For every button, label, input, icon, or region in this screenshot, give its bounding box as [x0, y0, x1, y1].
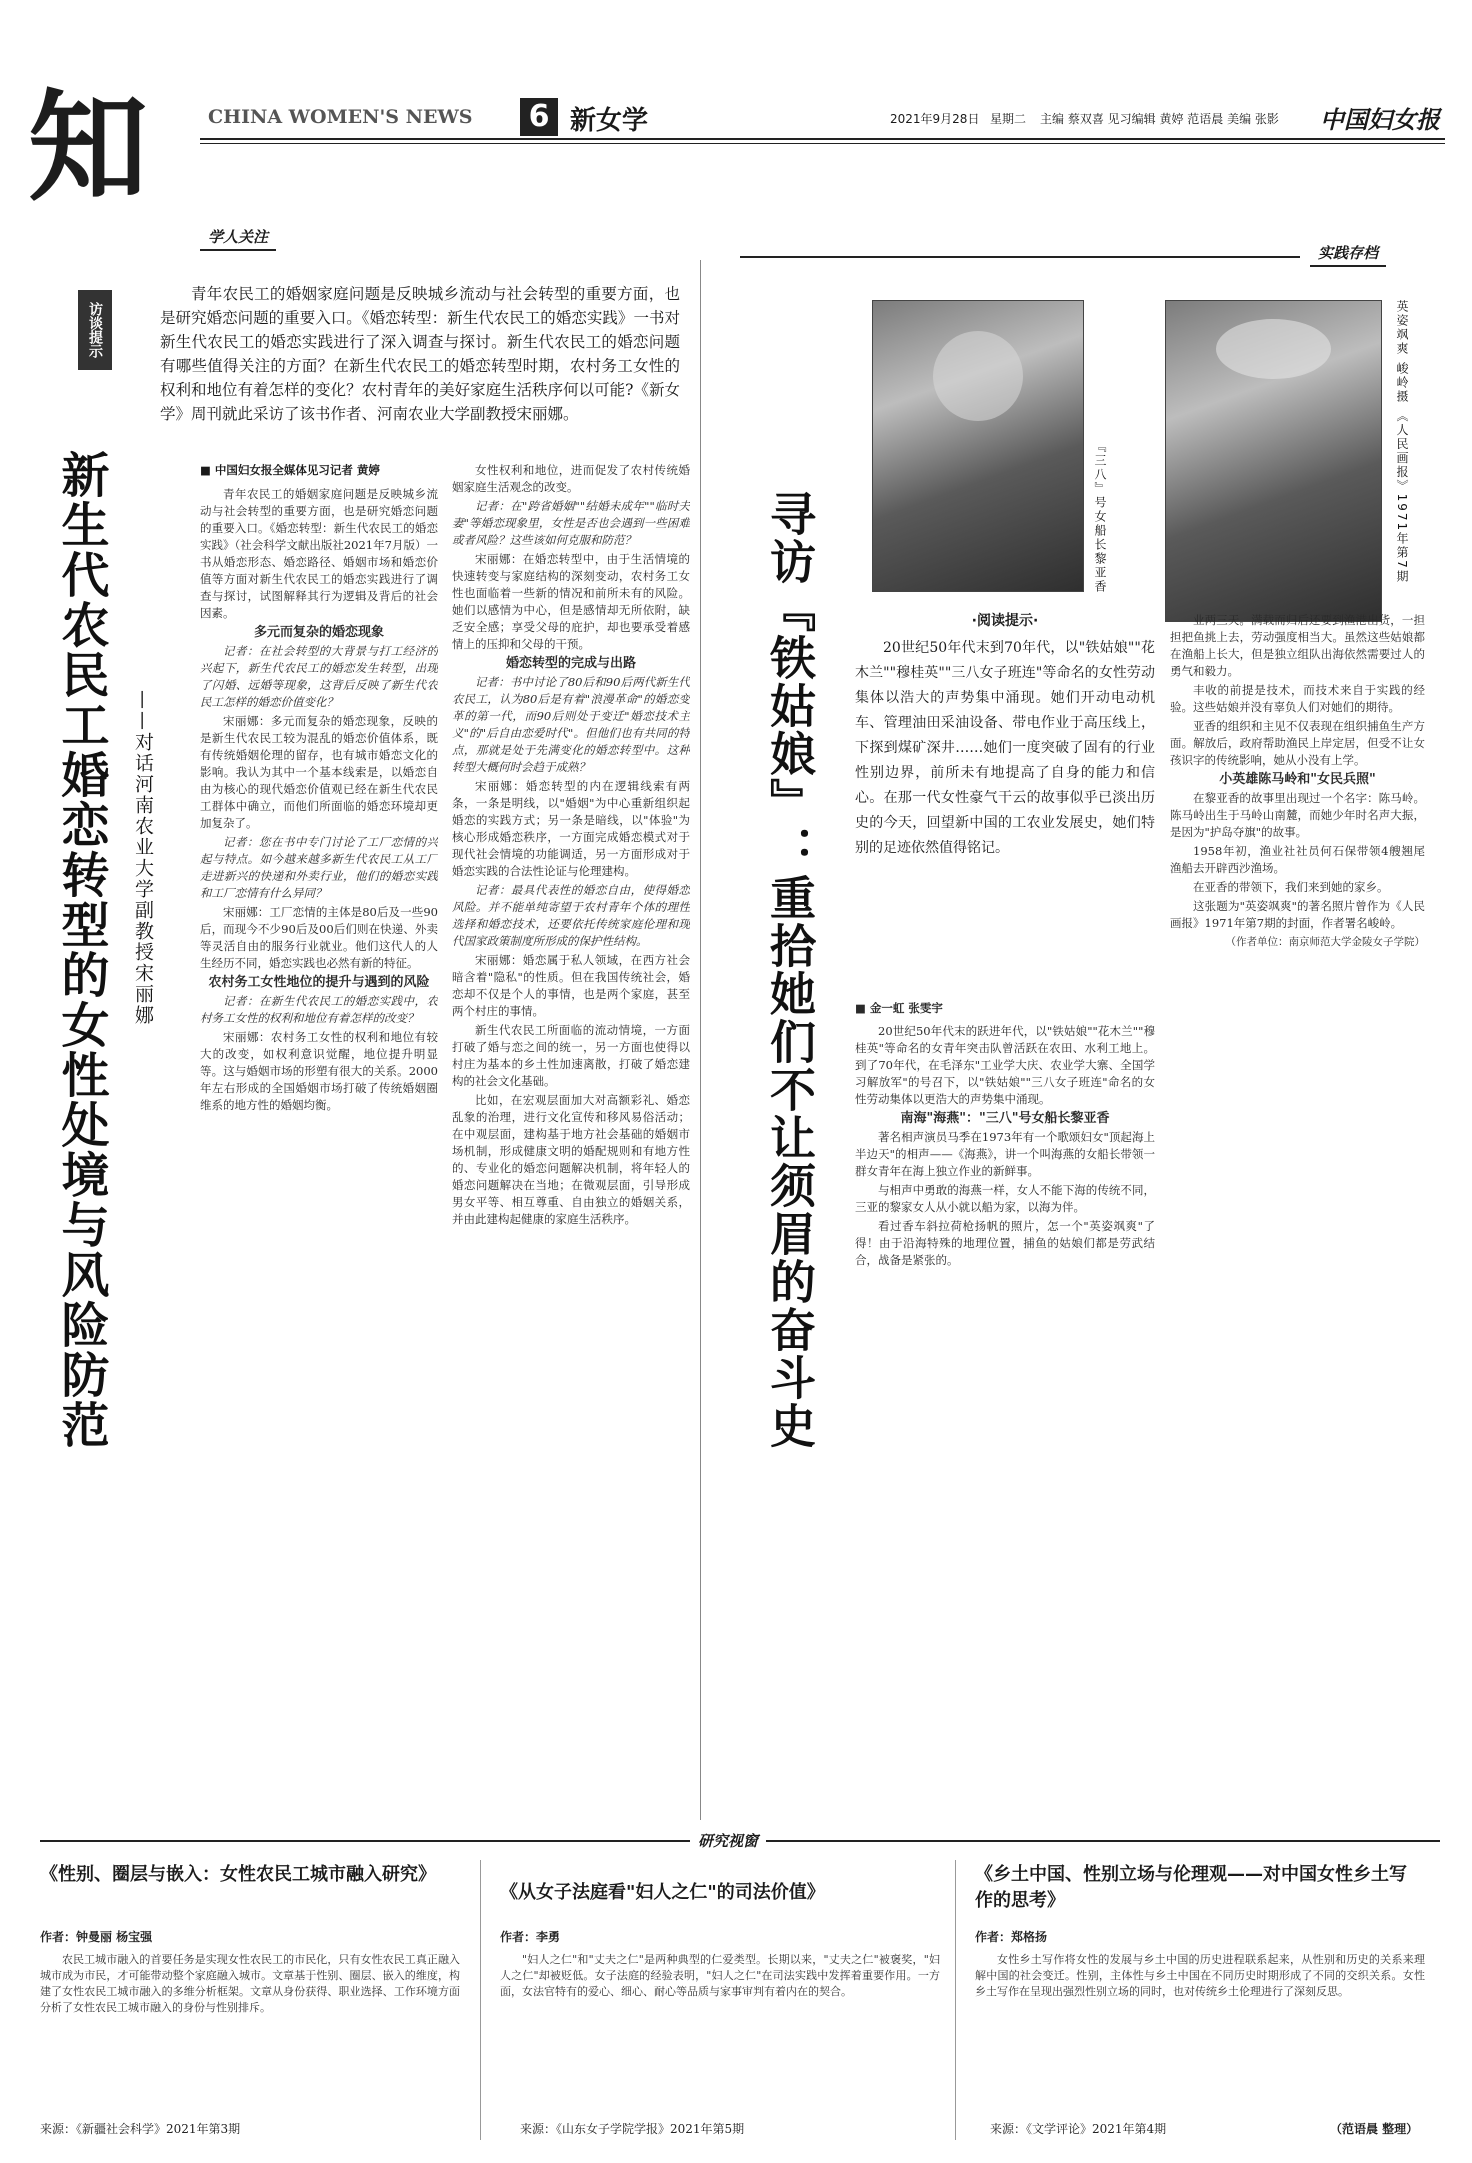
book2-source: 来源：《山东女子学院学报》2021年第5期 — [520, 2122, 745, 2136]
left-column-2 — [452, 462, 690, 1812]
book1-source: 来源：《新疆社会科学》2021年第3期 — [40, 2122, 241, 2136]
page-number: 6 — [520, 98, 558, 136]
right-c2-para: 1958年初，渔业社社员何石保带领4艘翘尾渔船去开辟西沙渔场。 — [1170, 844, 1425, 875]
photo-figure — [1216, 319, 1331, 379]
left-c2-question: 记者：书中讨论了80后和90后两代新生代农民工，认为80后是有着"浪漫革命"的婚恋变革的第一代，而90后则处于变迁"婚恋技术主义"的"后自由恋爱时代"。但他们也有共同的特点，那就是处于先满变化的婚恋转型中。这种转型大概何时会趋于成熟？ — [452, 675, 690, 774]
photo-militia-woman — [1165, 300, 1382, 622]
left-right-divider — [700, 260, 701, 1820]
left-intro: 青年农民工的婚姻家庭问题是反映城乡流动与社会转型的重要方面，也是研究婚恋问题的重要入口。《婚恋转型：新生代农民工的婚恋实践》一书对新生代农民工的婚恋实践进行了深入调查与探讨。新生代农民工的婚恋问题有哪些值得关注的方面？在新生代农民工的婚恋转型时期，农村务工女性的权利和地位有着怎样的变化？农村青年的美好家庭生活秩序何以可能?《新女学》周刊就此采访了该书作者、河南农业大学副教授宋丽娜。 — [160, 285, 680, 423]
left-c1-subhead: 农村务工女性地位的提升与遇到的风险 — [208, 975, 430, 990]
left-c2-question: 记者：最具代表性的婚恋自由，使得婚恋风险。并不能单纯寄望于农村青年个体的理性选择和婚恋技术，还要依托传统家庭伦理和现代国家政策制度所形成的保护性结构。 — [452, 883, 690, 948]
book1-body: 农民工城市融入的首要任务是实现女性农民工的市民化，只有女性农民工真正融入城市成为市民，才可能带动整个家庭融入城市。文章基于性别、圈层、嵌入的维度，构建了女性农民工城市融入的多维分析框架。文章从身份获得、职业选择、工作环境方面分析了女性农民工城市融入的身份与性别排斥。 — [40, 1953, 460, 2014]
left-column-1 — [200, 486, 438, 1816]
left-c1-answer: 宋丽娜：农村务工女性的权利和地位有较大的改变，如权利意识觉醒，地位提升明显等。这与婚姻市场的形塑有很大的关系。2000年左右形成的全国婚姻市场打破了传统婚姻圈维系的地方性的婚姻均衡。 — [200, 1030, 438, 1112]
right-c2-para: 在亚香的带领下，我们来到她的家乡。 — [1193, 880, 1389, 894]
right-c1-subhead: 南海"海燕"："三八"号女船长黎亚香 — [900, 1111, 1110, 1126]
masthead-rule-thin — [200, 143, 1445, 144]
paper-name-cn: 中国妇女报 — [1320, 105, 1440, 134]
left-c2-subhead: 婚恋转型的完成与出路 — [505, 656, 636, 671]
column-tag-research: 研究视窗 — [690, 1828, 766, 1853]
right-column-1 — [855, 1000, 1155, 1820]
left-subheadline: ——对话河南农业大学副教授宋丽娜 — [132, 690, 154, 1026]
reading-tip-text: 20世纪50年代末到70年代，以"铁姑娘""花木兰""穆桂英""三八女子班连"等命名的女性劳动集体以浩大的声势集中涌现。她们开动电动机车、管理油田采油设备、带电作业于高压线上，下探到煤矿深井……她们一度突破了固有的行业性别边界，前所未有地提高了自身的能力和信心。在那一代女性豪气干云的故事似乎已淡出历史的今天，回望新中国的工农业发展史，她们特别的足迹依然值得铭记。 — [855, 640, 1155, 856]
tip-label — [78, 290, 112, 370]
right-c2-para: 业两三天。满载而归后还要到渔港出货，一担担把鱼挑上去，劳动强度相当大。虽然这些姑娘都在渔船上长大，但是独立组队出海依然需要过人的勇气和毅力。 — [1170, 613, 1425, 678]
photo2-caption: 英姿飒爽 峻岭摄 《人民画报》1971年第7期 — [1395, 300, 1409, 584]
left-c2-para: 比如，在宏观层面加大对高额彩礼、婚恋乱象的治理，进行文化宣传和移风易俗活动；在中观层面，建构基于地方社会基础的婚姻市场机制，形成健康文明的婚配规则和有地方性的、专业化的婚恋问题解决机制，将年轻人的婚恋问题解决在当地；在微观层面，引导形成男女平等、相互尊重、自由独立的婚姻关系，并由此建构起健康的家庭生活秩序。 — [452, 1093, 690, 1226]
photo1-caption: 『三八』号女船长黎亚香 — [1093, 440, 1107, 594]
book1-author: 作者：钟曼丽 杨宝强 — [40, 1930, 153, 1944]
section-big-char: 知 — [28, 77, 148, 218]
left-c1-question: 记者：在社会转型的大背景与打工经济的兴起下，新生代农民工的婚恋发生转型，出现了闪婚、远婚等现象，这背后反映了新生代农民工怎样的婚恋价值变化？ — [200, 644, 438, 709]
book3-body: 女性乡土写作将女性的发展与乡土中国的历史进程联系起来，从性别和历史的关系来理解中国的社会变迁。性别，主体性与乡土中国在不同历史时期形成了不同的交织关系。女性乡土写作在呈现出强烈性别立场的同时，也对传统乡土伦理进行了深刻反思。 — [975, 1953, 1425, 1998]
right-c1-para: 著名相声演员马季在1973年有一个歌颂妇女"顶起海上半边天"的相声——《海燕》，讲一个叫海燕的女船长带领一群女青年在海上独立作业的新鲜事。 — [855, 1130, 1155, 1178]
right-byline: ■ 金一虹 张雯宇 — [855, 1001, 943, 1015]
left-c1-question: 记者：在新生代农民工的婚恋实践中，农村务工女性的权利和地位有着怎样的改变？ — [200, 994, 438, 1025]
book2-body: "妇人之仁"和"丈夫之仁"是两种典型的仁爱类型。长期以来，"丈夫之仁"被褒奖，"妇人之仁"却被贬低。女子法庭的经验表明，"妇人之仁"在司法实践中发挥着重要作用。一方面，女法官特有的爱心、细心、耐心等品质与家事审判有着内在的契合。 — [500, 1953, 940, 1998]
book3-title: 《乡土中国、性别立场与伦理观——对中国女性乡土写作的思考》 — [975, 1864, 1407, 1911]
left-c1-answer: 宋丽娜：多元而复杂的婚恋现象，反映的是新生代农民工较为混乱的婚恋价值体系，既有传统婚姻伦理的留存，也有城市婚恋文化的影响。我认为其中一个基本线索是，以婚恋自由为核心的现代婚恋价值观已经在新生代农民工群体中确立，而他们所面临的婚恋环境却更加复杂了。 — [200, 714, 438, 830]
bottom-divider-2 — [955, 1860, 956, 2140]
right-c1-para: 与相声中勇敢的海燕一样，女人不能下海的传统不同，三亚的黎家女人从小就以船为家，以海为伴。 — [855, 1183, 1155, 1214]
section-name: 新女学 — [570, 106, 649, 136]
masthead-rule — [200, 138, 1445, 140]
right-c2-para: 在黎亚香的故事里出现过一个名字：陈马岭。陈马岭出生于马岭山南麓，而她少年时名声大振，是因为"护岛夺旗"的故事。 — [1170, 791, 1425, 839]
bottom-editor: （范语晨 整理） — [1330, 2122, 1419, 2136]
tip-label-text: 访谈提示 — [87, 302, 103, 358]
left-c2-para: 新生代农民工所面临的流动情境，一方面打破了婚与恋之间的统一，另一方面也使得以村庄为基本的乡土性加速离散，打破了婚恋建构的社会文化基础。 — [452, 1023, 690, 1088]
right-credit: （作者单位：南京师范大学金陵女子学院） — [1225, 936, 1425, 948]
left-c2-para: 女性权利和地位，进而促发了农村传统婚姻家庭生活观念的改变。 — [452, 463, 690, 494]
masthead — [0, 0, 1472, 240]
left-c1-subhead: 多元而复杂的婚恋现象 — [253, 625, 384, 640]
left-c2-question: 记者：在"跨省婚姻""结婚未成年""临时夫妻"等婚恋现象里，女性是否也会遇到一些困难或者风险？这些该如何克服和防范？ — [452, 499, 690, 547]
left-c2-answer: 宋丽娜：婚恋属于私人领域，在西方社会暗含着"隐私"的性质。但在我国传统社会，婚恋却不仅是个人的事情，也是两个家庭，甚至两个村庄的事情。 — [452, 953, 690, 1018]
left-c1-para: 青年农民工的婚姻家庭问题是反映城乡流动与社会转型的重要方面，也是研究婚恋问题的重要入口。《婚恋转型：新生代农民工的婚恋实践》（社会科学文献出版社2021年7月版）一书从婚恋形态、婚恋路径、婚姻市场和婚恋价值等方面对新生代农民工的婚恋实践进行了调查与探讨，试图解释其行为逻辑及背后的社会因素。 — [200, 487, 438, 620]
book2-author: 作者：李勇 — [500, 1930, 561, 1944]
photo-woman-captain — [872, 300, 1084, 592]
left-c2-answer: 宋丽娜：在婚恋转型中，由于生活情境的快速转变与家庭结构的深刻变动，农村务工女性也面临着一些新的情况和前所未有的风险。她们以感情为中心，但是感情却无所依附，缺乏安全感；享受父母的庇护，却也要承受着感情上的压抑和父母的干预。 — [452, 552, 690, 651]
paper-name-en: CHINA WOMEN'S NEWS — [208, 106, 473, 128]
right-headline: 寻访『铁姑娘』：重拾她们不让须眉的奋斗史 — [763, 490, 817, 1450]
staff-credits: 主编 蔡双喜 见习编辑 黄婷 范语晨 美编 张影 — [1040, 112, 1279, 126]
issue-date: 2021年9月28日 — [890, 112, 980, 126]
left-c1-answer: 宋丽娜：工厂恋情的主体是80后及一些90后，而现今不少90后及00后们则在快递、外卖等灵活自由的服务行业就业。他们这代人的人生经历不同，婚恋实践也必然有新的特征。 — [200, 905, 438, 970]
bottom-divider-1 — [480, 1860, 481, 2140]
left-c1-question: 记者：您在书中专门讨论了工厂恋情的兴起与特点。如今越来越多新生代农民工从工厂走进新兴的快递和外卖行业，他们的婚恋实践和工厂恋情有什么异同？ — [200, 835, 438, 900]
right-c2-para: 丰收的前提是技术，而技术来自于实践的经验。这些姑娘并没有辜负人们对她们的期待。 — [1170, 683, 1425, 714]
book2-title: 《从女子法庭看"妇人之仁"的司法价值》 — [500, 1882, 825, 1903]
book1-title: 《性别、圈层与嵌入：女性农民工城市融入研究》 — [40, 1864, 436, 1885]
right-c2-para: 亚香的组织和主见不仅表现在组织捕鱼生产方面。解放后，政府帮助渔民上岸定居，但受不让女孩识字的传统影响，她从小没有上学。 — [1170, 719, 1425, 767]
reading-tip — [855, 610, 1155, 861]
right-c2-subhead: 小英雄陈马岭和"女民兵照" — [1219, 772, 1376, 787]
reading-tip-label: ·阅读提示· — [971, 613, 1039, 629]
photo-figure — [933, 331, 1023, 421]
right-top-rule — [740, 256, 1300, 258]
issue-weekday: 星期二 — [990, 112, 1027, 126]
left-c2-answer: 宋丽娜：婚恋转型的内在逻辑线索有两条，一条是明线，以"婚姻"为中心重新组织起婚恋的实践方式；另一条是暗线，以"体验"为核心形成婚恋秩序，一方面完成婚恋模式对于现代社会情境的功能调适，另一方面形成对于婚恋实践的合法性论证与伦理建构。 — [452, 779, 690, 878]
left-headline: 新生代农民工婚恋转型的女性处境与风险防范 — [53, 450, 109, 1450]
book3-source: 来源：《文学评论》2021年第4期 — [990, 2122, 1167, 2136]
right-c1-para: 20世纪50年代末的跃进年代，以"铁姑娘""花木兰""穆桂英"等命名的女青年突击队曾活跃在农田、水利工地上。到了70年代，在毛泽东"工业学大庆、农业学大寨、全国学习解放军"的号召下，以"铁姑娘""三八女子班连"命名的女性劳动集体以更浩大的声势集中涌现。 — [855, 1024, 1155, 1106]
column-tag-archive: 实践存档 — [1310, 240, 1386, 267]
right-c1-para: 看过香车斜拉荷枪扬帆的照片，怎一个"英姿飒爽"了得！由于沿海特殊的地理位置，捕鱼的姑娘们都是劳武结合，战备是紧张的。 — [855, 1219, 1155, 1267]
right-c2-para: 这张题为"英姿飒爽"的著名照片曾作为《人民画报》1971年第7期的封面，作者署名峻岭。 — [1170, 899, 1425, 930]
right-column-2 — [1170, 612, 1425, 1812]
book3-author: 作者：郑格扬 — [975, 1930, 1048, 1944]
column-tag-scholar: 学人关注 — [200, 224, 276, 251]
left-byline: ■ 中国妇女报全媒体见习记者 黄婷 — [200, 463, 380, 477]
